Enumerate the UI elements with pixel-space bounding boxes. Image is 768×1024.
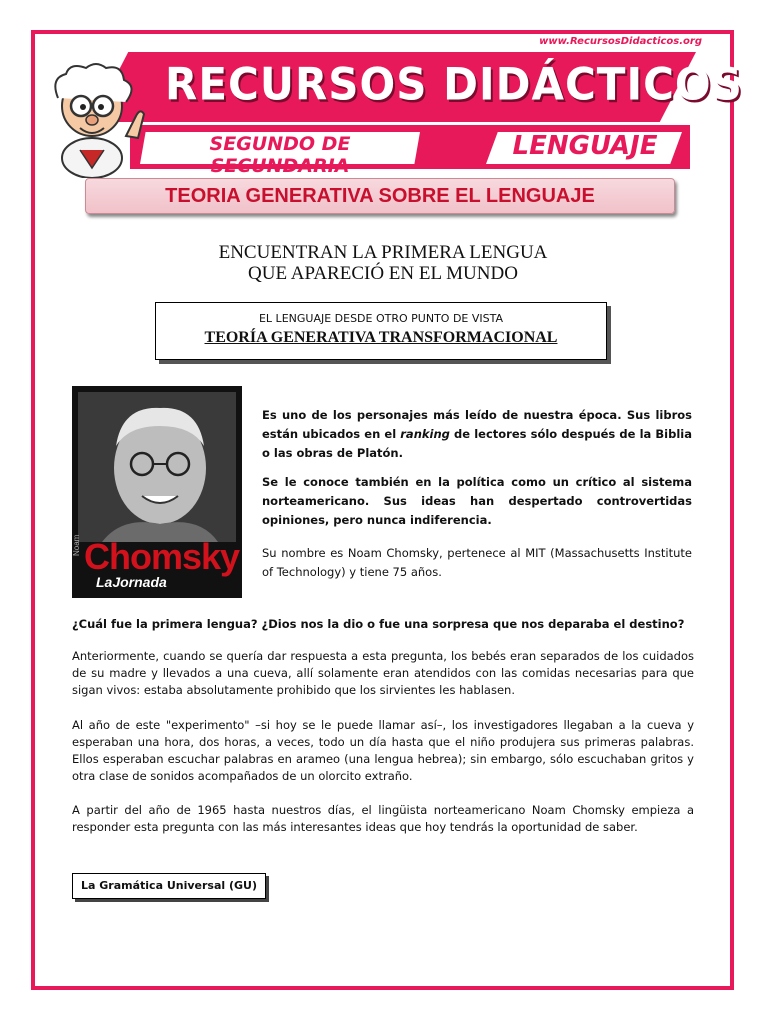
level-label: SEGUNDO DE SECUNDARIA [209, 133, 351, 177]
subtitle-small: EL LENGUAJE DESDE OTRO PUNTO DE VISTA [258, 312, 503, 325]
headline-line-1: ENCUENTRAN LA PRIMERA LENGUA [218, 242, 548, 263]
question-paragraph: ¿Cuál fue la primera lengua? ¿Dios nos la dio o fue una sorpresa que nos deparaba el destino? [72, 617, 685, 631]
headline-line-2: QUE APARECIÓ EN EL MUNDO [248, 263, 518, 284]
bio-paragraph-3: Su nombre es Noam Chomsky, pertenece al MIT (Massachusetts Institute of Technology) y tiene 75 años. [262, 546, 692, 579]
body-paragraph-2: Al año de este "experimento" –si hoy se le puede llamar así–, los investigadores llegaban a la cueva y esperaban una hora, dos horas, a veces, todo un día hasta que el niño produjera sus primeras palabras. Ellos esperaban escuchar palabras en arameo (una lengua hebrea); sin embargo, sólo escuchaban gritos y otra clase de sonidos acompañados de un olorcito extraño. [72, 718, 694, 783]
bio-1-emphasis: ranking [400, 427, 450, 441]
bio-paragraph-1 [262, 406, 692, 463]
subtitle-title [155, 329, 607, 347]
photo-caption-vertical: Noam [72, 534, 81, 556]
body-paragraph-1: Anteriormente, cuando se quería dar respuesta a esta pregunta, los bebés eran separados de los cuidados de su madre y llevados a una cueva, allí solamente eran atendidos con las comidas necesarias para que sigan vivos: estaba absolutamente prohibido que los sirvientes les hablasen. [72, 649, 694, 697]
topic-title: TEORIA GENERATIVA SOBRE EL LENGUAJE [165, 185, 595, 207]
body-paragraph-3: A partir del año de 1965 hasta nuestros días, el lingüista norteamericano Noam Chomsky empieza a responder esta pregunta con las más interesantes ideas que hoy tendrás la oportunidad de saber. [72, 803, 694, 834]
subject-label: LENGUAJE [512, 131, 658, 161]
article-headline [100, 242, 666, 284]
bio-1-text-b: de lectores sólo después de la Biblia o las obras de Platón. [262, 427, 692, 460]
site-url[interactable]: www.RecursosDidacticos.org [539, 36, 702, 47]
photo-caption-publisher: LaJornada [96, 574, 167, 590]
photo-caption-name: Chomsky [84, 536, 240, 577]
bio-1-text-a: Es uno de los personajes más leído de nuestra época. Sus libros están ubicados en el [262, 408, 692, 441]
bio-paragraph-2: Se le conoce también en la política como un crítico al sistema norteamericano. Sus ideas han despertado controvertidas opiniones, pero nunca indiferencia. [262, 475, 692, 527]
section-label: La Gramática Universal (GU) [81, 879, 257, 892]
professor-mascot-icon [40, 58, 150, 178]
banner-title: RECURSOS DIDÁCTICOS [165, 58, 743, 111]
subtitle-title-text: TEORÍA GENERATIVA TRANSFORMACIONAL [204, 329, 558, 346]
